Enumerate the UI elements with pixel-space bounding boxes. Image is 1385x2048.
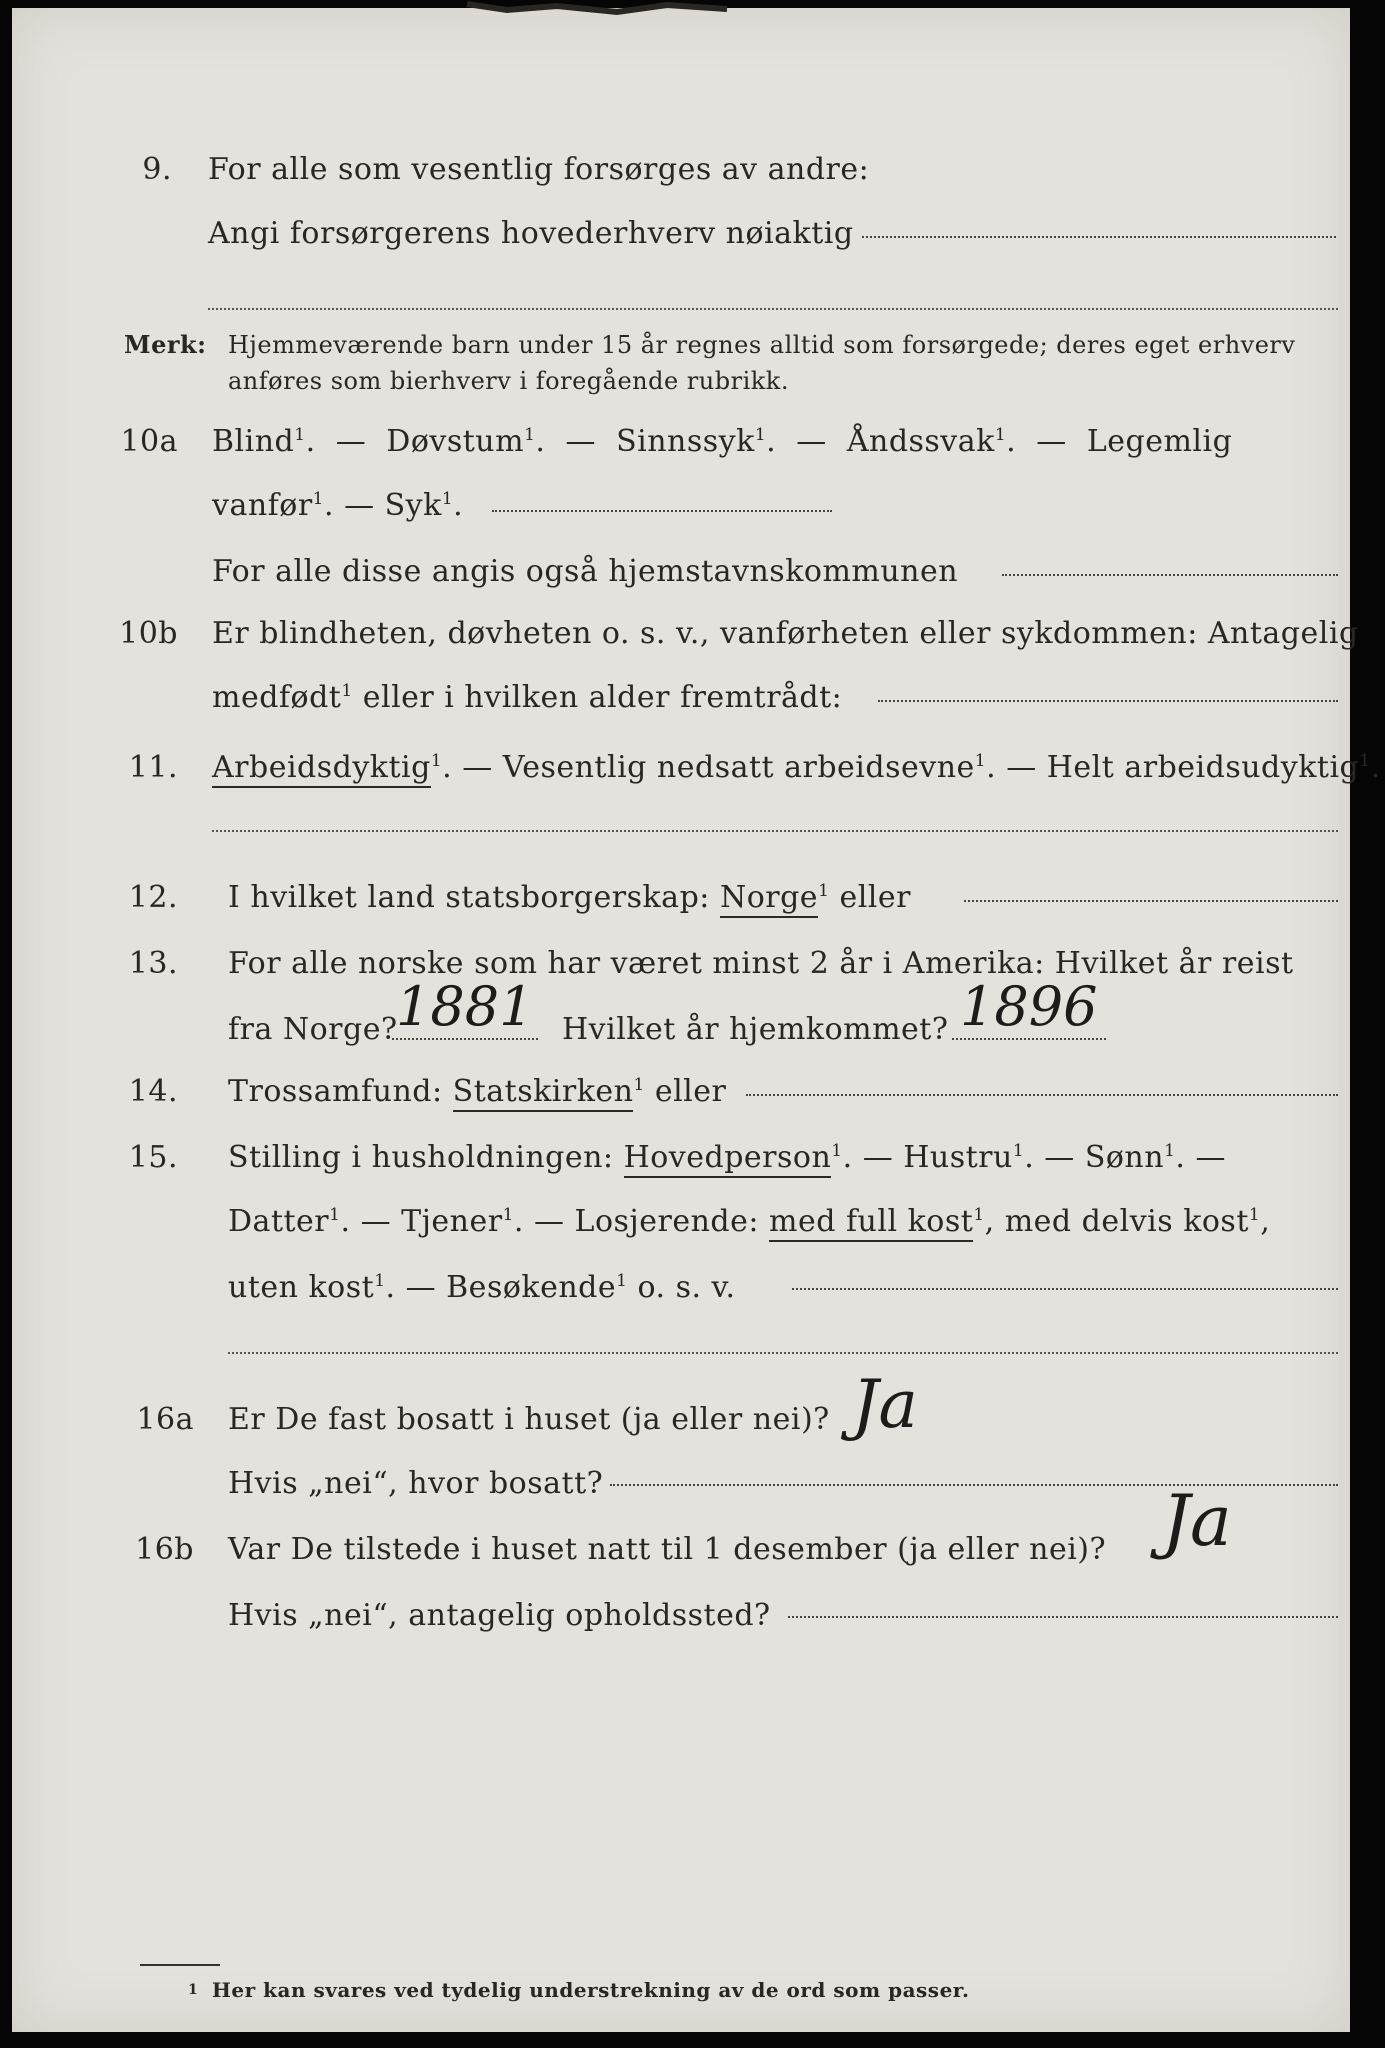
q12-other-country-field[interactable] bbox=[964, 900, 1338, 902]
option-vanfor[interactable]: vanfør bbox=[212, 488, 313, 523]
q13-question: For alle norske som har været minst 2 år i Amerika: Hvilket år reist bbox=[228, 946, 1294, 981]
q16b-answer-handwritten: Ja bbox=[1162, 1480, 1232, 1562]
q15-label: Stilling i husholdningen: bbox=[228, 1140, 614, 1175]
option-medfodt[interactable]: medfødt bbox=[212, 680, 342, 715]
q14-eller: eller bbox=[654, 1074, 727, 1109]
footnote-mark: 1 bbox=[188, 1982, 199, 1998]
q13-reist-field[interactable] bbox=[392, 1038, 538, 1040]
footnote-text: Her kan svares ved tydelig understrekning av de ord som passer. bbox=[212, 1978, 970, 2002]
census-form-page bbox=[12, 8, 1381, 2032]
q16b-opholdssted-label: Hvis „nei“, antagelig opholdssted? bbox=[228, 1598, 771, 1633]
q15-losjerende-label: Losjerende: bbox=[574, 1204, 759, 1239]
option-blind[interactable]: Blind bbox=[212, 424, 295, 459]
merk-text-2: anføres som bierhverv i foregående rubrikk. bbox=[228, 367, 789, 395]
q15-options-2: Datter$^1$. — Tjener$^1$. — Losjerende: med full kost$^1$, med delvis kost$^1$, bbox=[228, 1202, 1270, 1242]
q14-label: Trossamfund: bbox=[228, 1074, 443, 1109]
q15-options-3: uten kost$^1$. — Besøkende$^1$ o. s. v. bbox=[228, 1270, 736, 1305]
option-legemlig[interactable]: Legemlig bbox=[1086, 424, 1233, 459]
q12-label: I hvilket land statsborgerskap: bbox=[228, 880, 710, 915]
q16a-bosatt-label: Hvis „nei“, hvor bosatt? bbox=[228, 1466, 604, 1501]
q16a-answer-handwritten: Ja bbox=[852, 1366, 918, 1443]
merk-label: Merk: bbox=[124, 330, 207, 359]
q10a-hjemstavn-field[interactable] bbox=[1002, 574, 1338, 576]
option-tjener[interactable]: Tjener bbox=[401, 1204, 503, 1239]
q13-number: 13. bbox=[128, 946, 178, 981]
option-hustru[interactable]: Hustru bbox=[903, 1140, 1013, 1175]
q16b-question: Var De tilstede i huset natt til 1 desember (ja eller nei)? bbox=[228, 1532, 1107, 1567]
q15-number: 15. bbox=[128, 1140, 178, 1175]
q16a-question: Er De fast bosatt i huset (ja eller nei)? bbox=[228, 1402, 830, 1437]
top-edge-mark bbox=[467, 0, 727, 16]
q15-options-1: Stilling i husholdningen: Hovedperson$^1$. — Hustru$^1$. — Sønn$^1$. — bbox=[228, 1138, 1226, 1178]
q10b-alder-label: eller i hvilken alder fremtrådt: bbox=[362, 680, 843, 715]
option-dovstum[interactable]: Døvstum bbox=[386, 424, 525, 459]
option-delvis-kost[interactable]: med delvis kost bbox=[1004, 1204, 1249, 1239]
q10b-alder-field[interactable] bbox=[878, 700, 1338, 702]
q13-fra-norge-label: fra Norge? bbox=[228, 1012, 398, 1047]
footnote-rule bbox=[140, 1964, 220, 1966]
q11-options: Arbeidsdyktig$^1$. — Vesentlig nedsatt arbeidsevne$^1$. — Helt arbeidsudyktig$^1$. bbox=[212, 748, 1381, 788]
q10a-syk-field[interactable] bbox=[492, 510, 832, 512]
option-sinnssyk[interactable]: Sinnssyk bbox=[616, 424, 755, 459]
option-arbeidsdyktig-selected[interactable]: Arbeidsdyktig bbox=[212, 750, 431, 788]
q10a-hjemstavn-label: For alle disse angis også hjemstavnskommunen bbox=[212, 554, 959, 589]
option-norge-selected[interactable]: Norge bbox=[720, 880, 818, 918]
option-datter[interactable]: Datter bbox=[228, 1204, 330, 1239]
q14-other-field[interactable] bbox=[746, 1094, 1338, 1096]
q9-number: 9. bbox=[142, 152, 172, 187]
merk-text-1: Hjemmeværende barn under 15 år regnes alltid som forsørgede; deres eget erhverv bbox=[228, 331, 1296, 359]
option-uten-kost[interactable]: uten kost bbox=[228, 1270, 375, 1305]
q15-osv: o. s. v. bbox=[637, 1270, 736, 1305]
q14-number: 14. bbox=[128, 1074, 178, 1109]
option-syk[interactable]: Syk bbox=[384, 488, 442, 523]
option-full-kost-selected[interactable]: med full kost bbox=[769, 1204, 973, 1242]
q13-hjem-year-handwritten: 1896 bbox=[960, 975, 1098, 1038]
q11-number: 11. bbox=[128, 750, 178, 785]
q12-number: 12. bbox=[128, 880, 178, 915]
option-nedsatt[interactable]: Vesentlig nedsatt arbeidsevne bbox=[502, 750, 975, 785]
q10a-options-1: Blind$^1$. — Døvstum$^1$. — Sinnssyk$^1$. — Åndssvak$^1$. — Legemlig bbox=[212, 424, 1233, 459]
q9-occupation-field[interactable] bbox=[862, 236, 1336, 238]
q10b-number: 10b bbox=[119, 616, 178, 651]
option-hovedperson-selected[interactable]: Hovedperson bbox=[624, 1140, 832, 1178]
q13-hjem-field[interactable] bbox=[952, 1038, 1106, 1040]
q12-options: I hvilket land statsborgerskap: Norge$^1$ eller bbox=[228, 878, 911, 918]
q15-other-field[interactable] bbox=[792, 1288, 1338, 1290]
q10a-number: 10a bbox=[120, 424, 178, 459]
q11-extra-line bbox=[212, 830, 1338, 832]
option-statskirken-selected[interactable]: Statskirken bbox=[453, 1074, 634, 1112]
q13-reist-year-handwritten: 1881 bbox=[396, 975, 534, 1038]
q10b-question: Er blindheten, døvheten o. s. v., vanførheten eller sykdommen: Antagelig bbox=[212, 616, 1359, 651]
q12-eller: eller bbox=[839, 880, 911, 915]
q9-occupation-label: Angi forsørgerens hovederhverv nøiaktig bbox=[208, 216, 854, 251]
q10a-options-2: vanfør$^1$. — Syk$^1$. bbox=[212, 488, 464, 523]
q14-options: Trossamfund: Statskirken$^1$ eller bbox=[228, 1072, 726, 1112]
q15-extra-line bbox=[228, 1352, 1338, 1354]
q13-hjemkommet-label: Hvilket år hjemkommet? bbox=[562, 1012, 949, 1047]
q16a-number: 16a bbox=[136, 1402, 194, 1437]
q16b-opholdssted-field[interactable] bbox=[788, 1616, 1338, 1618]
option-besokende[interactable]: Besøkende bbox=[446, 1270, 617, 1305]
option-udyktig[interactable]: Helt arbeidsudyktig bbox=[1046, 750, 1360, 785]
option-andssvak[interactable]: Åndssvak bbox=[846, 424, 995, 459]
q9-question: For alle som vesentlig forsørges av andre: bbox=[208, 152, 870, 187]
q10b-options: medfødt$^1$ eller i hvilken alder fremtrådt: bbox=[212, 680, 843, 715]
q9-extra-line bbox=[208, 308, 1338, 310]
option-sonn[interactable]: Sønn bbox=[1084, 1140, 1165, 1175]
q16b-number: 16b bbox=[135, 1532, 194, 1567]
